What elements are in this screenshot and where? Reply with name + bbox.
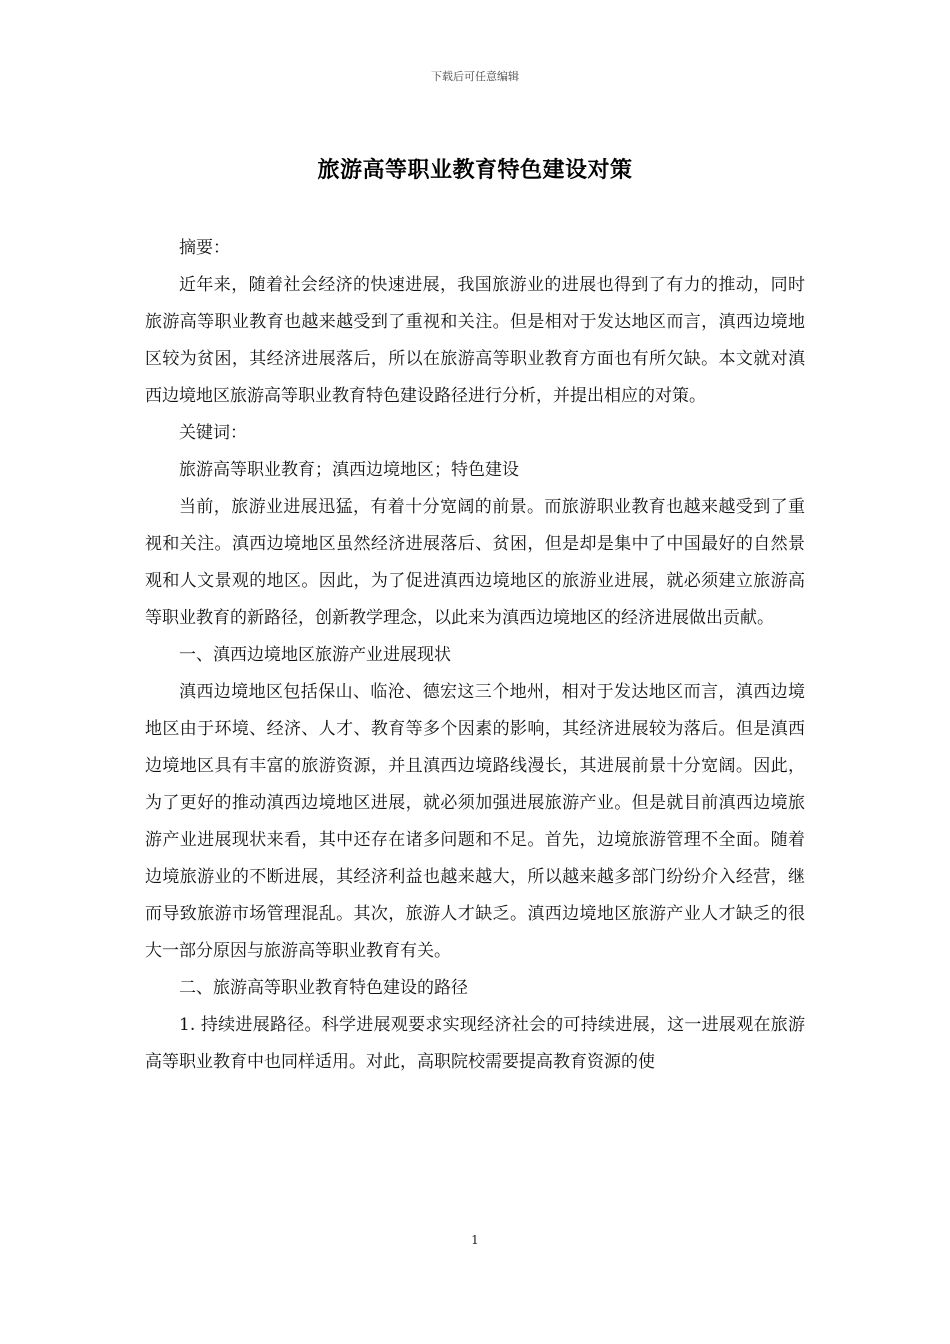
document-body — [145, 230, 805, 1081]
keywords-label: 关键词： — [179, 423, 247, 443]
section-2-heading: 二、旅游高等职业教育特色建设的路径 — [179, 978, 468, 998]
header-note: 下载后可任意编辑 — [431, 70, 519, 83]
keywords-paragraph: 旅游高等职业教育；滇西边境地区；特色建设 — [179, 460, 519, 480]
section-2-paragraph: 1. 持续进展路径。科学进展观要求实现经济社会的可持续进展，这一进展观在旅游高等职业教育中也同样适用。对此，高职院校需要提高教育资源的使 — [145, 1015, 805, 1072]
page-number: 1 — [471, 1233, 479, 1247]
intro-paragraph: 当前，旅游业进展迅猛，有着十分宽阔的前景。而旅游职业教育也越来越受到了重视和关注。滇西边境地区虽然经济进展落后、贫困，但是却是集中了中国最好的自然景观和人文景观的地区。因此，为了促进滇西边境地区的旅游业进展，就必须建立旅游高等职业教育的新路径，创新教学理念，以此来为滇西边境地区的经济进展做出贡献。 — [145, 497, 805, 628]
document-title: 旅游高等职业教育特色建设对策 — [317, 157, 633, 183]
abstract-label: 摘要： — [179, 238, 230, 258]
section-1-paragraph: 滇西边境地区包括保山、临沧、德宏这三个地州，相对于发达地区而言，滇西边境地区由于环境、经济、人才、教育等多个因素的影响，其经济进展较为落后。但是滇西边境地区具有丰富的旅游资源，并且滇西边境路线漫长，其进展前景十分宽阔。因此，为了更好的推动滇西边境地区进展，就必须加强进展旅游产业。但是就目前滇西边境旅游产业进展现状来看，其中还存在诸多问题和不足。首先，边境旅游管理不全面。随着边境旅游业的不断进展，其经济利益也越来越大，所以越来越多部门纷纷介入经营，继而导致旅游市场管理混乱。其次，旅游人才缺乏。滇西边境地区旅游产业人才缺乏的很大一部分原因与旅游高等职业教育有关。 — [145, 682, 805, 961]
section-1-heading: 一、滇西边境地区旅游产业进展现状 — [179, 645, 451, 665]
abstract-paragraph: 近年来，随着社会经济的快速进展，我国旅游业的进展也得到了有力的推动，同时旅游高等职业教育也越来越受到了重视和关注。但是相对于发达地区而言，滇西边境地区较为贫困，其经济进展落后，所以在旅游高等职业教育方面也有所欠缺。本文就对滇西边境地区旅游高等职业教育特色建设路径进行分析，并提出相应的对策。 — [145, 275, 805, 406]
